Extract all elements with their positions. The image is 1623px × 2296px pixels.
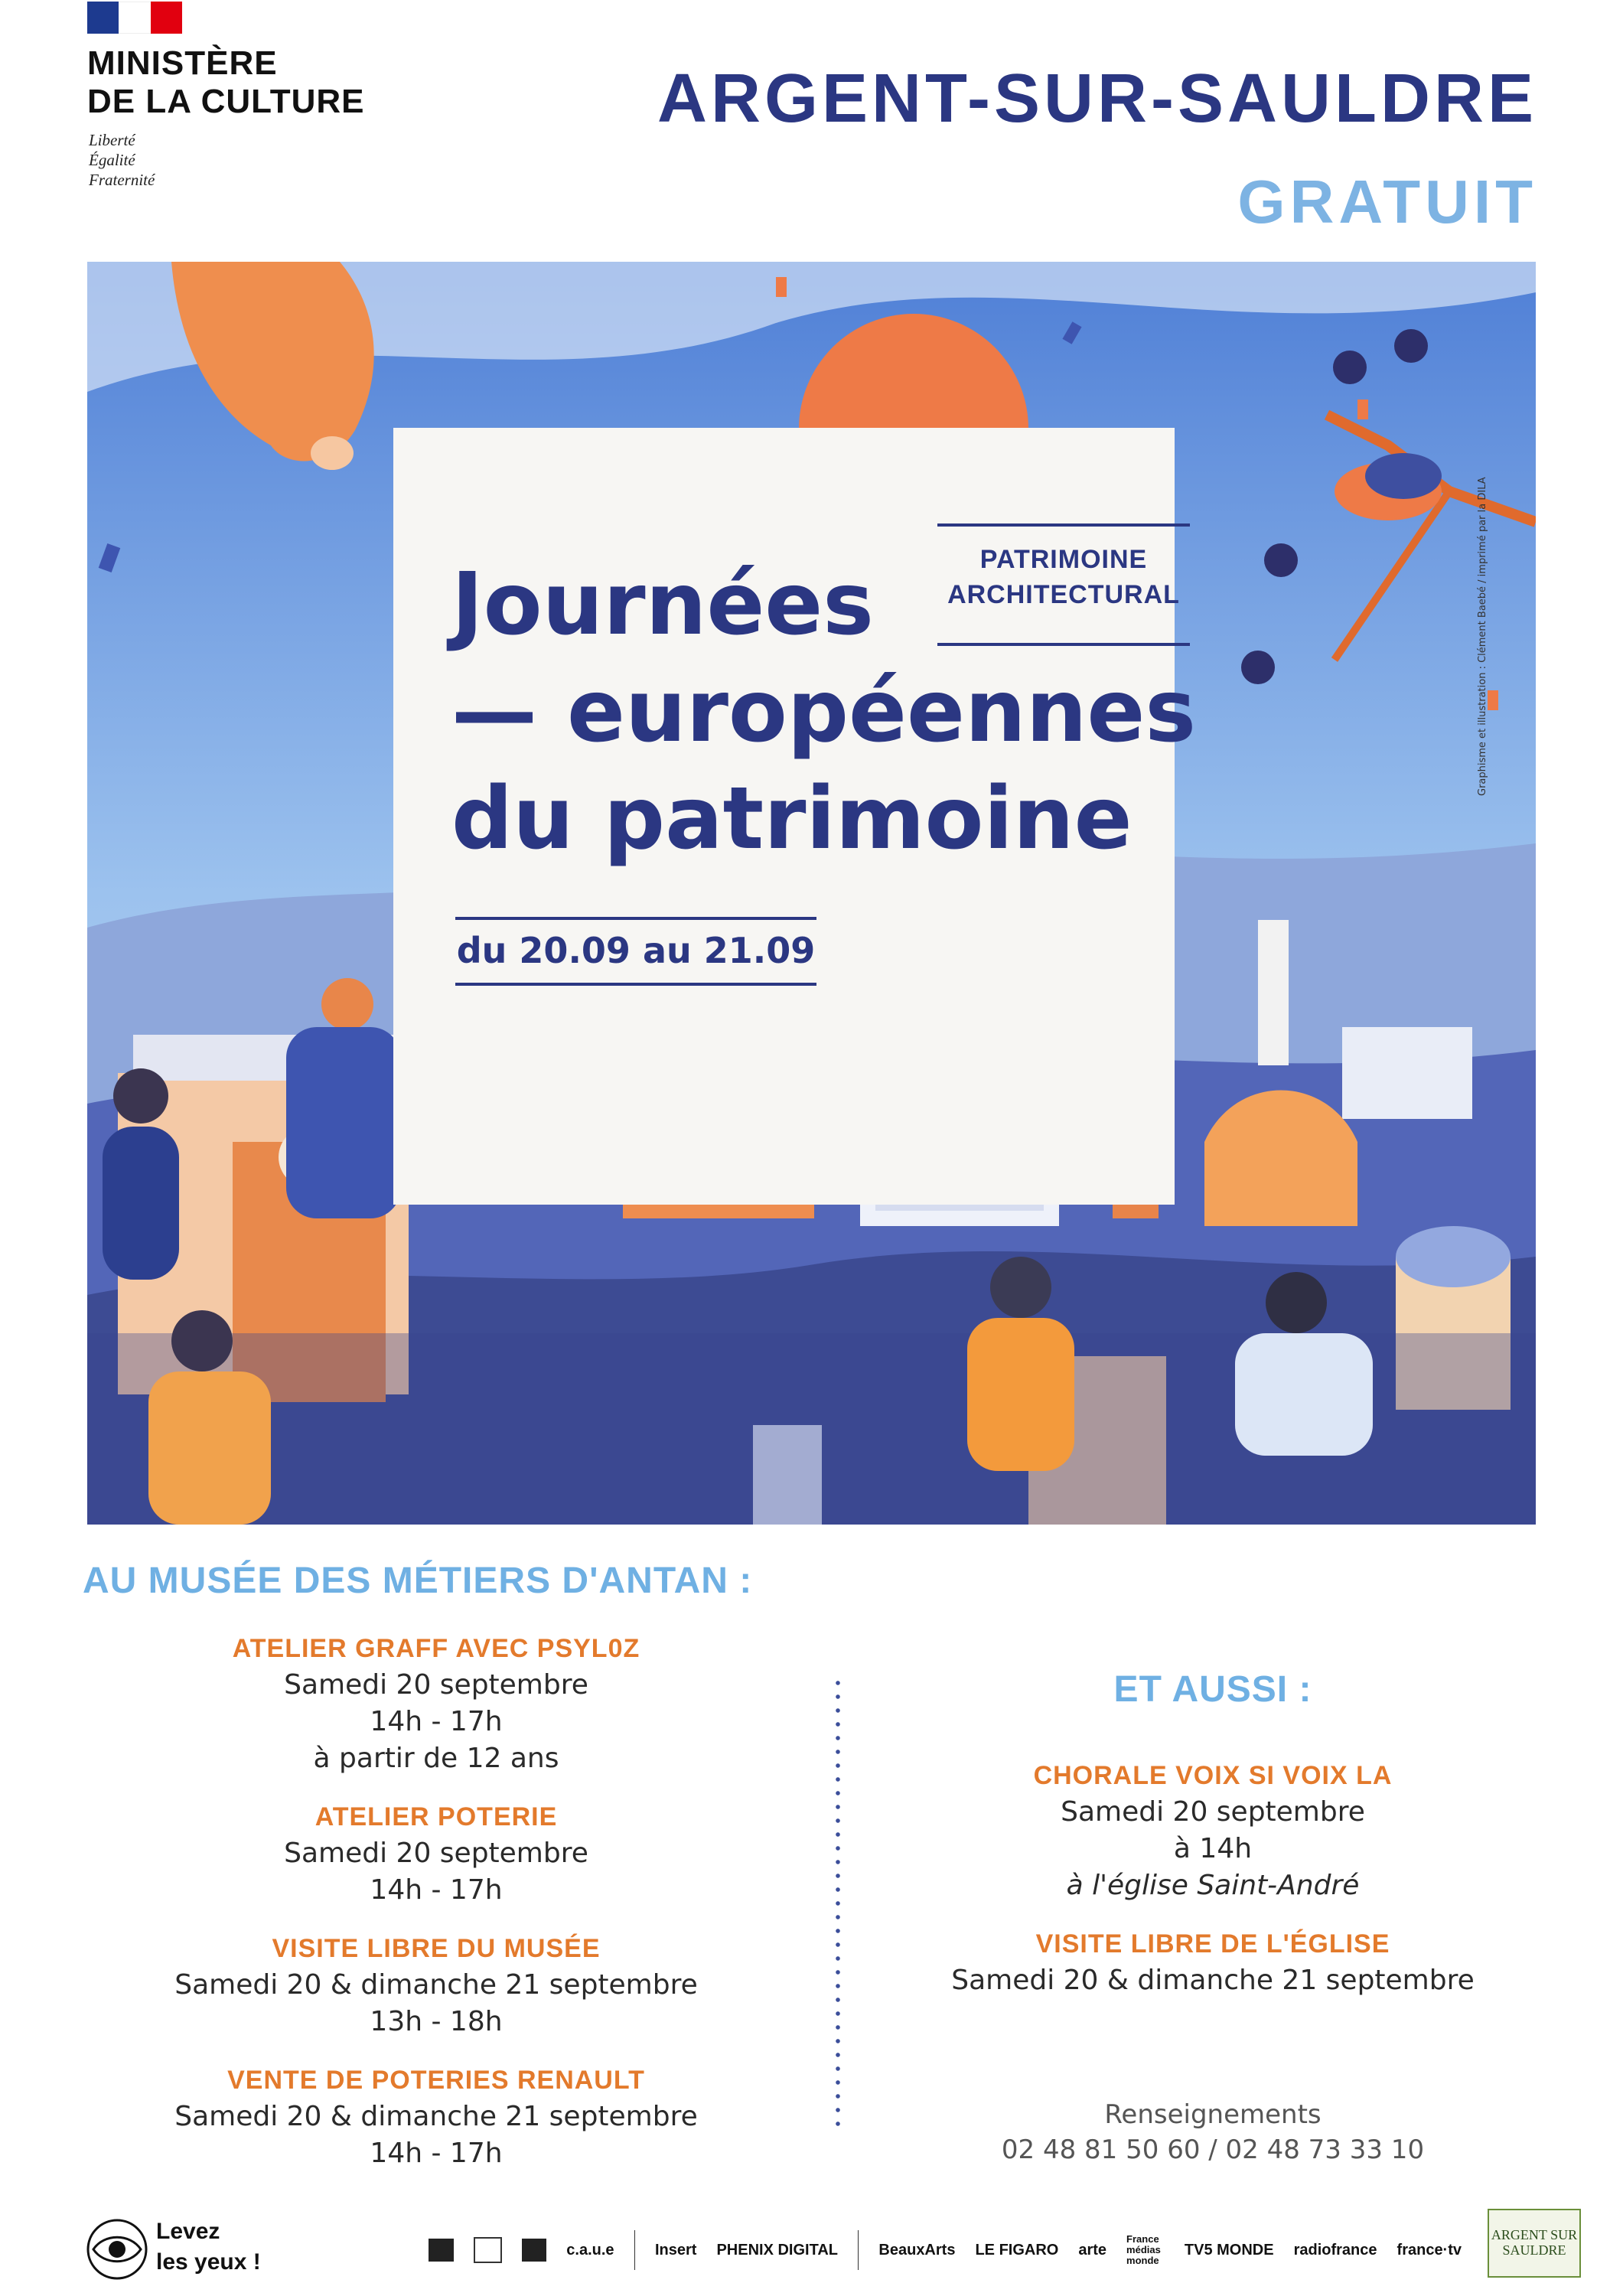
- event-date: Samedi 20 septembre: [1061, 1796, 1365, 1828]
- event-name: CHORALE VOIX SI VOIX LA: [1033, 1761, 1393, 1790]
- eye-icon: [86, 2218, 148, 2281]
- eu-flag-logo: [429, 2239, 454, 2262]
- partner-logo: TV5 MONDE: [1184, 2241, 1274, 2258]
- motto-liberte: Liberté: [89, 131, 135, 149]
- theme-line-2: ARCHITECTURAL: [947, 580, 1180, 609]
- museum-section-title: AU MUSÉE DES MÉTIERS D'ANTAN :: [83, 1561, 753, 1601]
- motto-egalite: Égalité: [89, 151, 135, 169]
- dates-rule-top: [455, 917, 816, 920]
- town-title: ARGENT-SUR-SAULDRE: [657, 60, 1537, 137]
- town-logo-text: ARGENT SUR SAULDRE: [1491, 2227, 1578, 2258]
- partner-logos: [429, 2227, 1462, 2273]
- levez-line-1: Levez: [156, 2219, 220, 2244]
- levez-les-yeux-logo: [156, 2216, 261, 2278]
- partner-divider: [858, 2230, 859, 2270]
- partner-logo: radiofrance: [1293, 2241, 1377, 2258]
- event-time: 13h - 18h: [370, 2006, 503, 2037]
- event-age: à partir de 12 ans: [313, 1743, 559, 1774]
- ministry-line-2: DE LA CULTURE: [87, 83, 365, 120]
- french-flag-logo: [87, 2, 182, 34]
- partner-logo: Insert: [654, 2241, 697, 2258]
- title-line-3: du patrimoine: [451, 769, 1133, 869]
- eu-logo: [522, 2239, 547, 2262]
- caue-logo: c.a.u.e: [566, 2241, 614, 2258]
- motto-fraternite: Fraternité: [89, 171, 155, 189]
- poster-illustration: [87, 262, 1536, 1525]
- event-time: à 14h: [1173, 1833, 1253, 1864]
- event-date: Samedi 20 & dimanche 21 septembre: [174, 1969, 698, 2001]
- partner-logo: PHENIX DIGITAL: [716, 2241, 838, 2258]
- event-time: 14h - 17h: [370, 2138, 503, 2169]
- contact-label: Renseignements: [1104, 2099, 1322, 2130]
- event-name: VENTE DE POTERIES RENAULT: [227, 2066, 645, 2095]
- partner-logo: BeauxArts: [878, 2241, 956, 2258]
- event-date: Samedi 20 septembre: [284, 1838, 588, 1869]
- event-time: 14h - 17h: [370, 1706, 503, 1737]
- title-line-2: — européennes: [451, 662, 1197, 762]
- event-time: 14h - 17h: [370, 1874, 503, 1906]
- event-name: ATELIER POTERIE: [314, 1802, 558, 1831]
- partner-logo: arte: [1078, 2241, 1107, 2258]
- title-line-1: Journées: [451, 555, 874, 654]
- dates-rule-bottom: [455, 983, 816, 986]
- partner-logo: france·tv: [1396, 2241, 1462, 2258]
- town-logo: [1488, 2209, 1581, 2278]
- event-dates: du 20.09 au 21.09: [456, 930, 816, 971]
- partner-logo: France médias monde: [1126, 2233, 1161, 2266]
- event-name: VISITE LIBRE DU MUSÉE: [272, 1934, 601, 1963]
- column-divider: [836, 1676, 840, 2128]
- event-date: Samedi 20 septembre: [284, 1669, 588, 1701]
- event-date: Samedi 20 & dimanche 21 septembre: [951, 1965, 1475, 1996]
- council-of-europe-logo: [474, 2237, 502, 2263]
- event-date: Samedi 20 & dimanche 21 septembre: [174, 2101, 698, 2132]
- levez-line-2: les yeux !: [156, 2249, 261, 2275]
- illustration-credit: Graphisme et illustration : Clément Baebé / imprimé par la DILA: [1477, 477, 1488, 796]
- theme-rule-top: [937, 523, 1190, 527]
- event-title: [451, 551, 1196, 872]
- museum-events: [92, 1630, 781, 2172]
- contact-phones: 02 48 81 50 60 / 02 48 73 33 10: [1001, 2135, 1425, 2165]
- price-label: GRATUIT: [1237, 168, 1537, 236]
- also-events: [888, 1757, 1538, 1999]
- partner-logo: LE FIGARO: [975, 2241, 1059, 2258]
- event-name: ATELIER GRAFF AVEC PSYL0Z: [232, 1634, 640, 1663]
- contact-info: [888, 2097, 1538, 2167]
- also-section-title: ET AUSSI :: [1113, 1669, 1312, 1710]
- republic-motto: [89, 130, 155, 190]
- theme-line-1: PATRIMOINE: [979, 545, 1148, 574]
- partner-divider: [634, 2230, 635, 2270]
- event-name: VISITE LIBRE DE L'ÉGLISE: [1035, 1929, 1390, 1958]
- ministry-line-1: MINISTÈRE: [87, 44, 278, 82]
- event-place: à l'église Saint-André: [1066, 1870, 1360, 1901]
- ministry-name: [87, 44, 365, 121]
